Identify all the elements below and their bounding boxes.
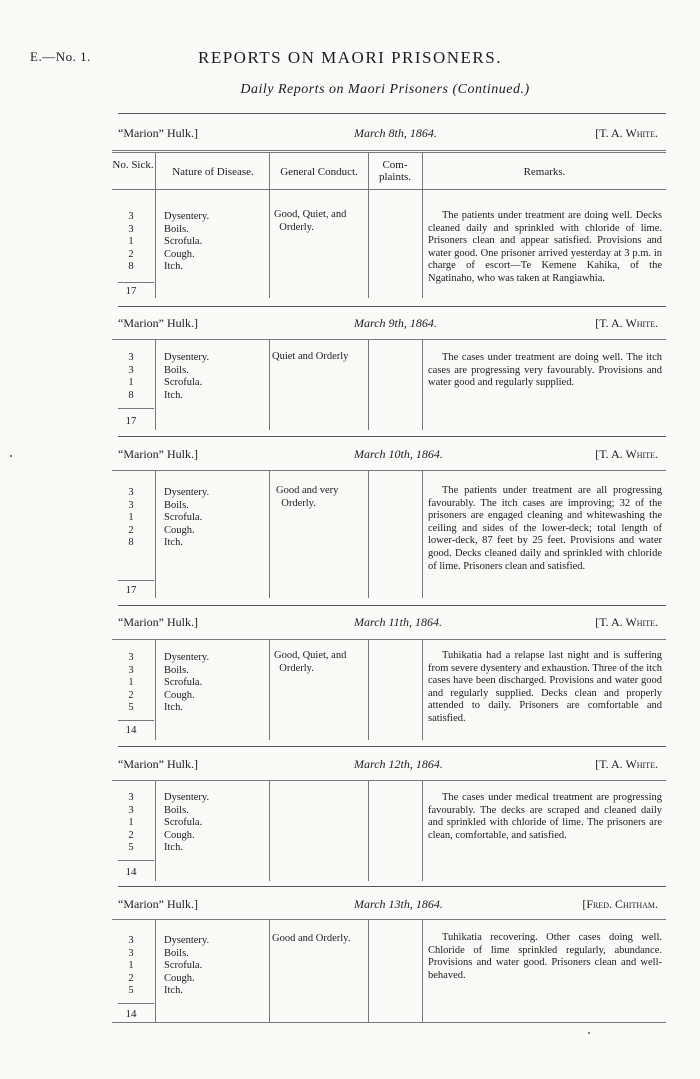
page-title: REPORTS ON MAORI PRISONERS.	[198, 48, 502, 67]
remarks-text: The cases under treatment are doing well. The itch cases are progressing very favourably. Provisions and water good and regularly supplied.	[428, 352, 662, 389]
report-header	[118, 126, 666, 144]
report-header	[118, 757, 666, 775]
header-remarks: Remarks.	[523, 166, 566, 178]
report-date: March 9th, 1864.	[354, 316, 437, 330]
disease-list: Dysentery. Boils. Scrofula. Cough. Itch.	[164, 211, 210, 272]
ship-name: “Marion” Hulk.]	[118, 126, 198, 140]
ship-name: “Marion” Hulk.]	[118, 897, 198, 911]
section-rule	[118, 746, 666, 747]
section-rule	[118, 113, 666, 114]
report-header	[118, 316, 666, 334]
disease-list: Dysentery. Boils. Scrofula. Cough. Itch.	[164, 652, 210, 713]
reporter-name: [T. A. White.	[595, 757, 658, 771]
disease-list: Dysentery. Boils. Scrofula. Cough. Itch.	[164, 935, 210, 996]
reporter-name: [Fred. Chitham.	[582, 897, 658, 911]
report-header	[118, 447, 666, 465]
reporter-name: [T. A. White.	[595, 615, 658, 629]
section-rule	[118, 436, 666, 437]
header-no-sick: No. Sick.	[112, 159, 154, 171]
report-date: March 13th, 1864.	[354, 897, 443, 911]
header-disease: Nature of Disease.	[172, 166, 254, 178]
reporter-name: [T. A. White.	[595, 316, 658, 330]
disease-list: Dysentery. Boils. Scrofula. Itch.	[164, 352, 210, 401]
section-rule	[118, 306, 666, 307]
total-sick: 17	[125, 285, 137, 297]
ship-name: “Marion” Hulk.]	[118, 316, 198, 330]
total-sick: 14	[125, 724, 137, 736]
general-conduct: Good and very Orderly.	[276, 485, 339, 509]
report-date: March 10th, 1864.	[354, 447, 443, 461]
page-subtitle: Daily Reports on Maori Prisoners (Continued.)	[240, 82, 530, 97]
header-conduct: General Conduct.	[280, 166, 358, 178]
ship-name: “Marion” Hulk.]	[118, 757, 198, 771]
scan-speck	[10, 455, 12, 457]
report-date: March 11th, 1864.	[354, 615, 442, 629]
header-complaints: Com- plaints.	[378, 159, 412, 183]
sick-counts: 3 3 1 2 8	[128, 211, 134, 272]
total-sick: 17	[125, 415, 137, 427]
ship-name: “Marion” Hulk.]	[118, 615, 198, 629]
report-header	[118, 897, 666, 915]
disease-list: Dysentery. Boils. Scrofula. Cough. Itch.	[164, 487, 210, 548]
scan-speck	[588, 1032, 590, 1034]
remarks-text: The cases under medical treatment are progressing favourably. The decks are scraped and cleaned daily and sprinkled with chloride of lime. The prisoners are clean, comfortable, and satisfied.	[428, 792, 662, 841]
general-conduct: Good, Quiet, and Orderly.	[274, 209, 347, 233]
remarks-text: The patients under treatment are doing well. Decks cleaned daily and sprinkled with chloride of lime. Prisoners clean and appear satisfied. Provisions and water good. One prisoner arrived yesterday at 3 p.m. in charge of escort—Te Kemene Kahika, of the Ngatinaho, who was taken at Rangiawhia.	[428, 210, 662, 284]
disease-list: Dysentery. Boils. Scrofula. Cough. Itch.	[164, 792, 210, 853]
total-sick: 14	[125, 1008, 137, 1020]
remarks-text: The patients under treatment are all progressing favourably. The itch cases are improving; 32 of the prisoners are engaged cleaning and whitewashing the ceiling and sides of the lower-deck; total length of lower-deck, 87 feet by 25 feet. Provisions and water good. Decks cleaned daily and sprinkled with chloride of lime. Prisoners clean and satisfied.	[428, 485, 662, 572]
sick-counts: 3 3 1 8	[128, 352, 134, 401]
general-conduct: Good and Orderly.	[272, 933, 351, 944]
general-conduct: Quiet and Orderly	[272, 351, 349, 362]
report-date: March 12th, 1864.	[354, 757, 443, 771]
ship-name: “Marion” Hulk.]	[118, 447, 198, 461]
total-sick: 14	[125, 866, 137, 878]
section-rule	[118, 886, 666, 887]
sick-counts: 3 3 1 2 8	[128, 487, 134, 548]
general-conduct: Good, Quiet, and Orderly.	[274, 650, 347, 674]
sick-counts: 3 3 1 2 5	[128, 652, 134, 713]
total-sick: 17	[125, 584, 137, 596]
remarks-text: Tuhikatia recovering. Other cases doing well. Chloride of lime sprinkled regularly, abundance. Provisions and water good. Prisoners clean and well-behaved.	[428, 932, 662, 981]
report-header	[118, 615, 666, 633]
page-reference: E.—No. 1.	[30, 49, 91, 64]
reporter-name: [T. A. White.	[595, 126, 658, 140]
section-rule	[118, 605, 666, 606]
sick-counts: 3 3 1 2 5	[128, 792, 134, 853]
report-date: March 8th, 1864.	[354, 126, 437, 140]
remarks-text: Tuhikatia had a relapse last night and is suffering from severe dysentery and exhaustion. Three of the itch cases have been discharged. Provisions and water good and regularly supplied. Decks clean and properly attended to daily. Prisoners are comfortable and satisfied.	[428, 650, 662, 724]
reporter-name: [T. A. White.	[595, 447, 658, 461]
sick-counts: 3 3 1 2 5	[128, 935, 134, 996]
